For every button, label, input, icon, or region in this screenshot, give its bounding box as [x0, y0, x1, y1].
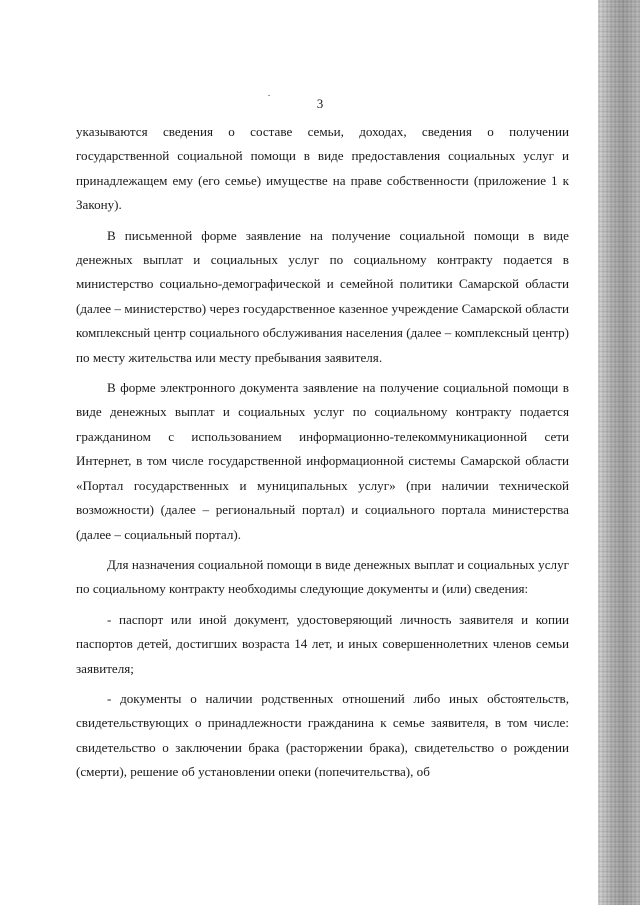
page-number: 3	[316, 96, 324, 111]
paragraph-required-documents: Для назначения социальной помощи в виде денежных выплат и социальных услуг по социальному контракту необходимы следующие документы и (или) сведения:	[76, 556, 569, 597]
body-text	[76, 116, 569, 785]
paragraph-electronic-application: В форме электронного документа заявление на получение социальной помощи в виде денежных выплат и социальных услуг по социальному контракту подается гражданином с использованием информационно-телекоммуникационной сети Интернет, в том числе государственной информационной системы Самарской области «Портал государственных и муниципальных услуг» (при наличии технической возможности) (далее – региональный портал) и социального портала министерства (далее – социальный портал).	[76, 380, 569, 542]
scan-edge-noise	[598, 0, 640, 905]
paragraph-written-application: В письменной форме заявление на получение социальной помощи в виде денежных выплат и социальных услуг по социальному контракту подается в министерство социально-демографической и семейной политики Самарской области (далее – министерство) через государственное казенное учреждение Самарской области комплексный центр социального обслуживания населения (далее – комплексный центр) по месту жительства или месту пребывания заявителя.	[76, 227, 569, 365]
paragraph-continuation: указываются сведения о составе семьи, доходах, сведения о получении государственной социальной помощи в виде предоставления социальных услуг и принадлежащем ему (его семье) имуществе на праве собственности (приложение 1 к Закону).	[76, 124, 569, 213]
list-item-passport: - паспорт или иной документ, удостоверяющий личность заявителя и копии паспортов детей, достигших возраста 14 лет, и иных совершеннолетних членов семьи заявителя;	[76, 611, 569, 676]
list-item-kinship-documents: - документы о наличии родственных отношений либо иных обстоятельств, свидетельствующих о принадлежности гражданина к семье заявителя, в том числе: свидетельство о заключении брака (расторжении брака), свидетельство о рождении (смерти), решение об установлении опеки (попечительства), об	[76, 690, 569, 780]
